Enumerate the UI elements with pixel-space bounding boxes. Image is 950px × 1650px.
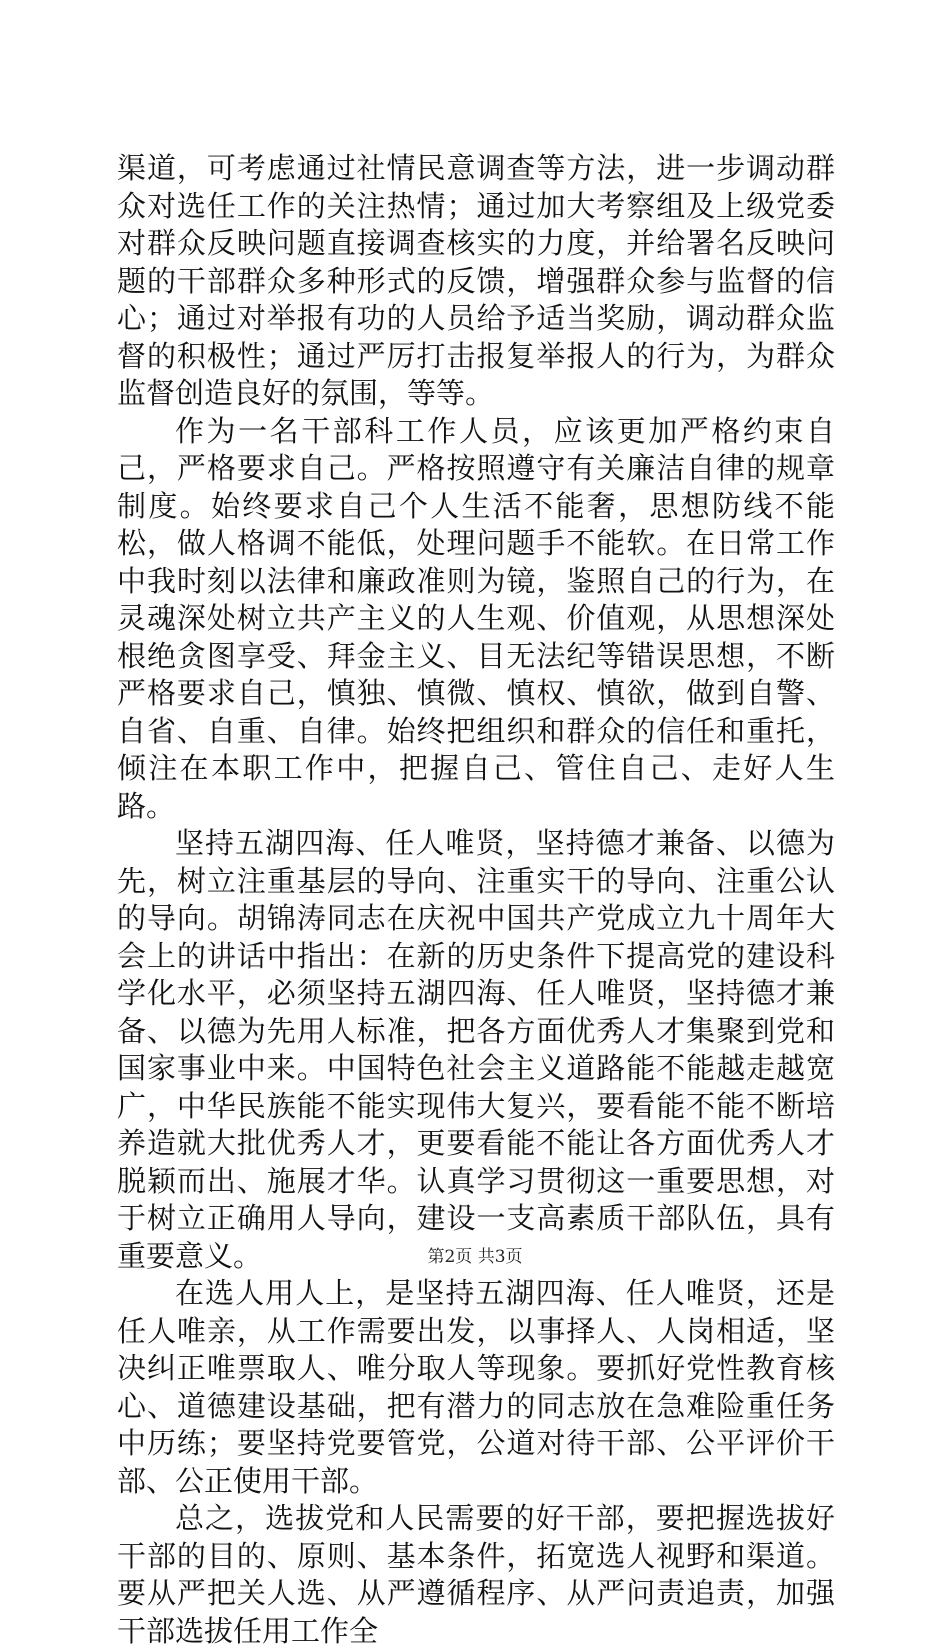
paragraph-self-discipline: 作为一名干部科工作人员，应该更加严格约束自己，严格要求自己。严格按照遵守有关廉洁自律的规章制度。始终要求自己个人生活不能奢，思想防线不能松，做人格调不能低，处理问题手不能软。在日常工作中我时刻以法律和廉政准则为镜，鉴照自己的行为，在灵魂深处树立共产主义的人生观、价值观，从思想深处根绝贪图享受、拜金主义、目无法纪等错误思想，不断严格要求自己，慎独、慎微、慎权、慎欲，做到自警、自省、自重、自律。始终把组织和群众的信任和重托，倾注在本职工作中，把握自己、管住自己、走好人生路。 xyxy=(117,413,835,823)
paragraph-selection: 在选人用人上，是坚持五湖四海、任人唯贤，还是任人唯亲，从工作需要出发，以事择人、人岗相适，坚决纠正唯票取人、唯分取人等现象。要抓好党性教育核心、道德建设基础，把有潜力的同志放在急难险重任务中历练；要坚持党要管党，公道对待干部、公平评价干部、公正使用干部。 xyxy=(117,1276,835,1498)
paragraph-merit-principle: 坚持五湖四海、任人唯贤，坚持德才兼备、以德为先，树立注重基层的导向、注重实干的导向、注重公认的导向。胡锦涛同志在庆祝中国共产党成立九十周年大会上的讲话中指出：在新的历史条件下提高党的建设科学化水平，必须坚持五湖四海、任人唯贤，坚持德才兼备、以德为先用人标准，把各方面优秀人才集聚到党和国家事业中来。中国特色社会主义道路能不能越走越宽广，中华民族能不能实现伟大复兴，要看能不能不断培养造就大批优秀人才，更要看能不能让各方面优秀人才脱颖而出、施展才华。认真学习贯彻这一重要思想，对于树立正确用人导向，建设一支高素质干部队伍，具有重要意义。 xyxy=(117,826,835,1273)
paragraph-continuation: 渠道，可考虑通过社情民意调查等方法，进一步调动群众对选任工作的关注热情；通过加大考察组及上级党委对群众反映问题直接调查核实的力度，并给署名反映问题的干部群众多种形式的反馈，增强群众参与监督的信心；通过对举报有功的人员给予适当奖励，调动群众监督的积极性；通过严厉打击报复举报人的行为，为群众监督创造良好的氛围，等等。 xyxy=(117,151,835,410)
paragraph-conclusion: 总之，选拔党和人民需要的好干部，要把握选拔好干部的目的、原则、基本条件，拓宽选人视野和渠道。要从严把关人选、从严遵循程序、从严问责追责，加强干部选拔任用工作全 xyxy=(117,1501,835,1648)
document-body xyxy=(117,150,835,1650)
page-footer: 第2页 共3页 xyxy=(427,1247,523,1267)
